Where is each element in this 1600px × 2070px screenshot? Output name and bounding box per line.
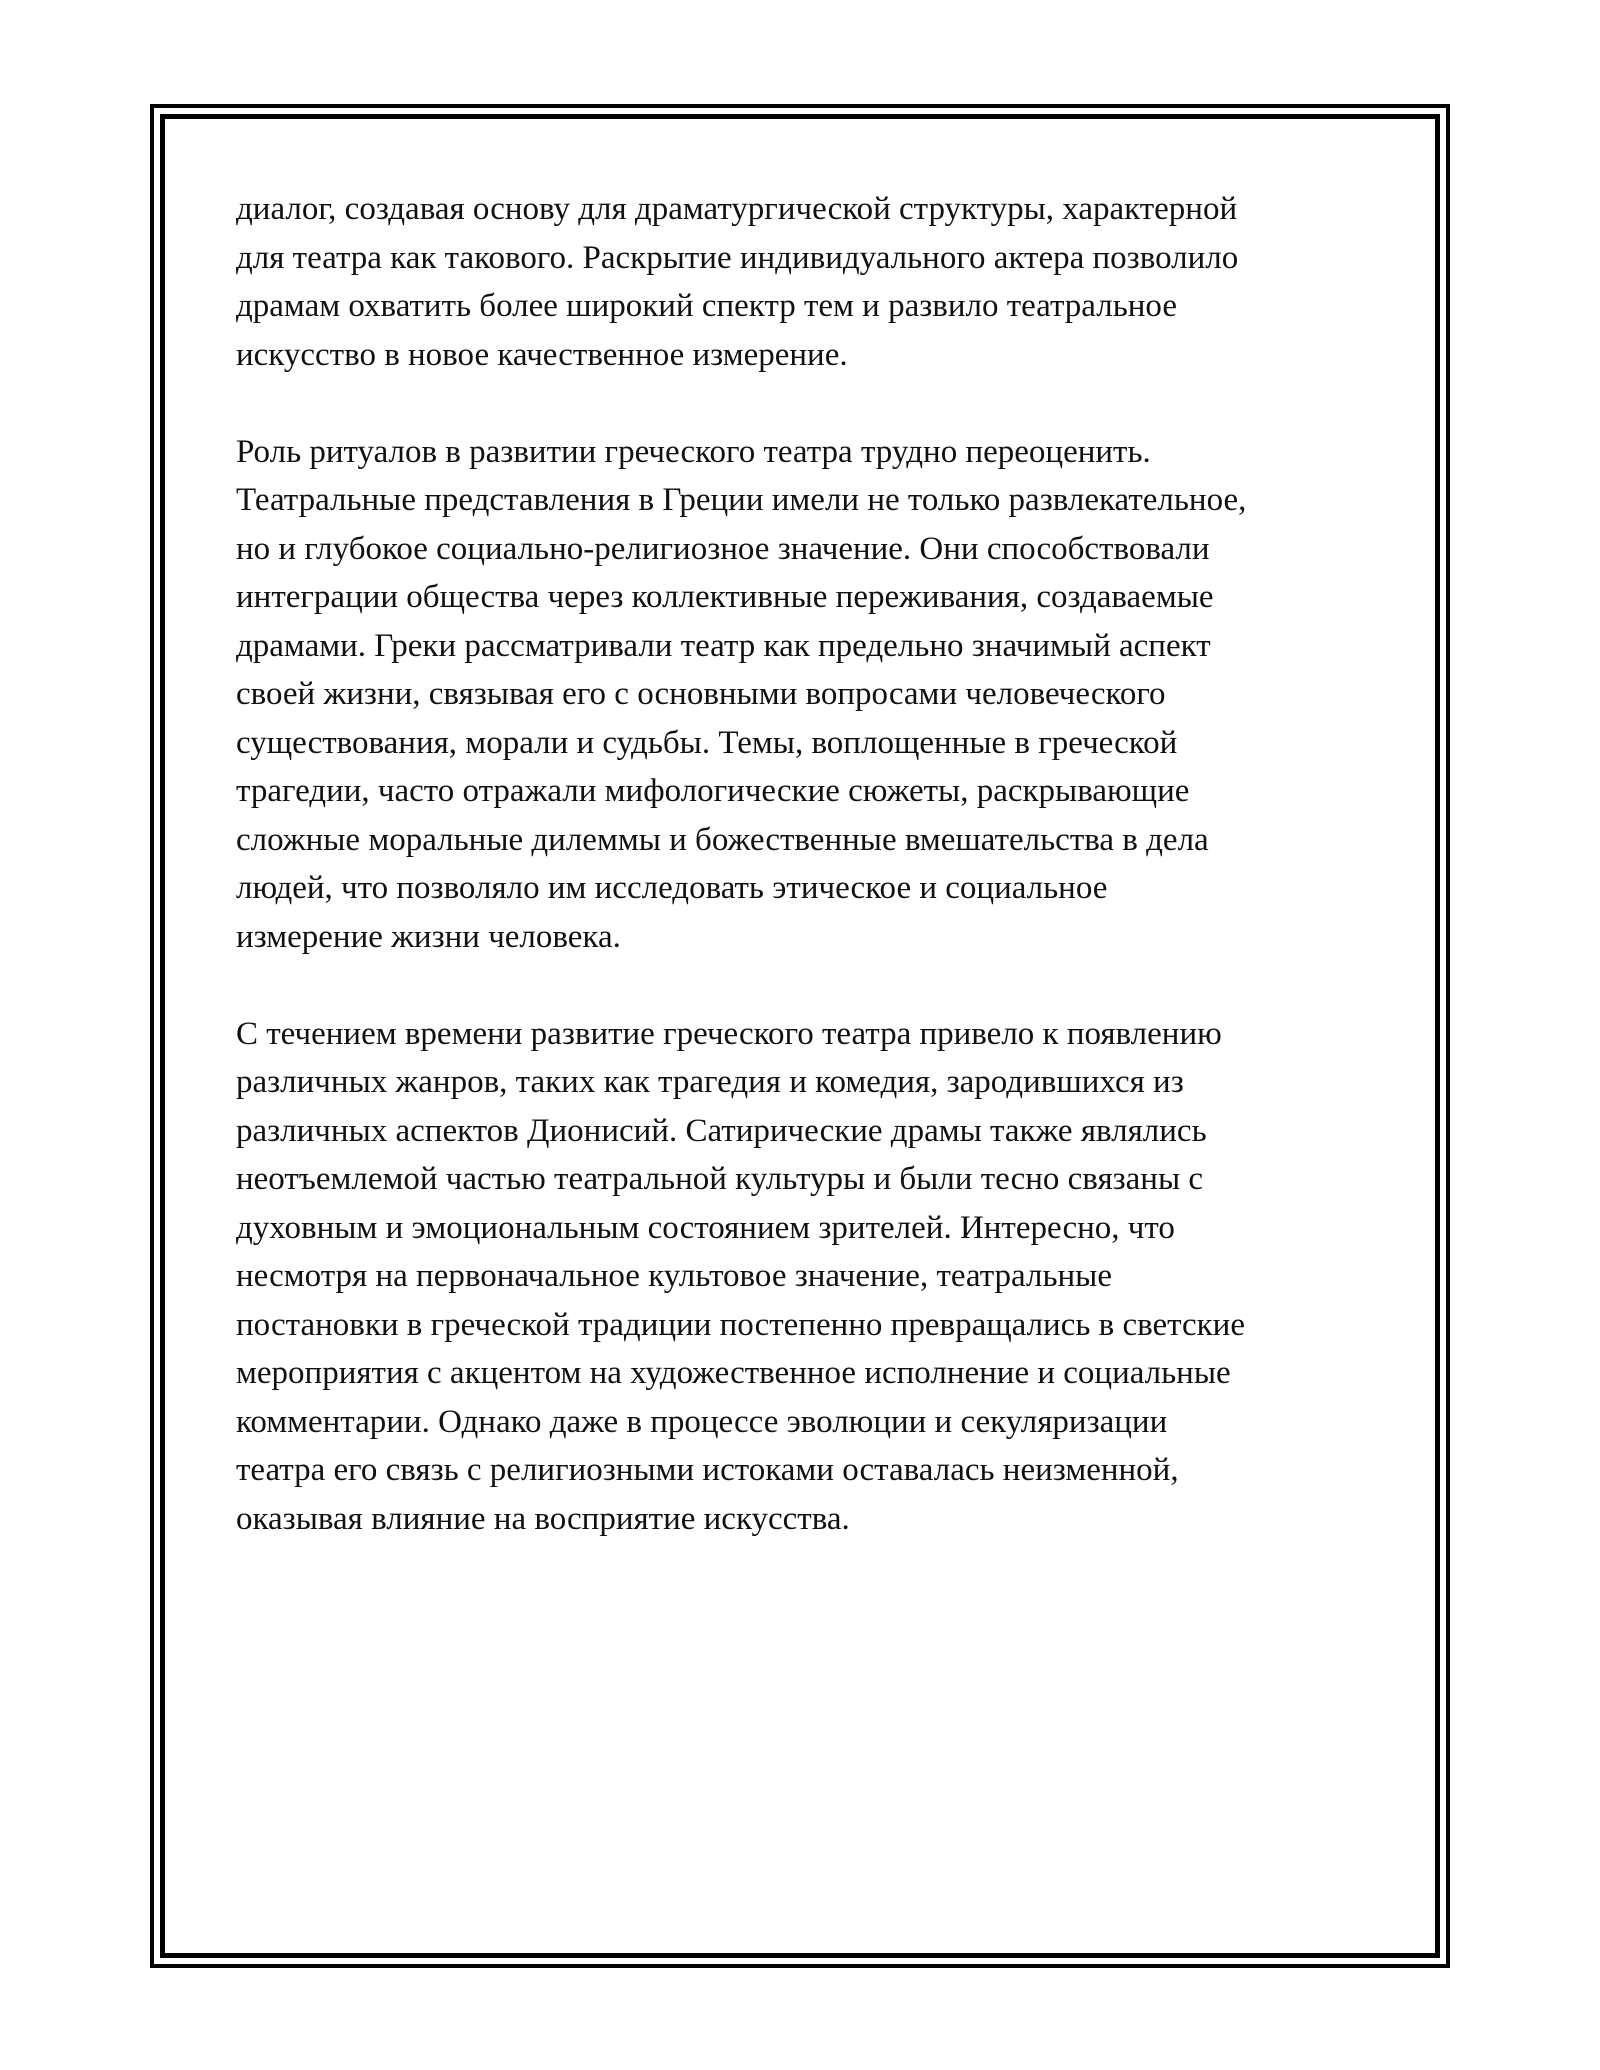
text-line: людей, что позволяло им исследовать этическое и социальное bbox=[236, 870, 1108, 906]
text-line: различных аспектов Дионисий. Сатирические драмы также являлись bbox=[236, 1112, 1207, 1149]
text-line: интеграции общества через коллективные переживания, создаваемые bbox=[236, 579, 1214, 615]
text-line: мероприятия с акцентом на художественное исполнение и социальные bbox=[236, 1355, 1231, 1391]
text-line: С течением времени развитие греческого театра привело к появлению bbox=[236, 1015, 1222, 1052]
paragraph-2 bbox=[236, 428, 1386, 962]
text-line: сложные моральные дилеммы и божественные вмешательства в дела bbox=[236, 821, 1209, 858]
text-line: измерение жизни человека. bbox=[236, 918, 621, 955]
text-line: трагедии, часто отражали мифологические сюжеты, раскрывающие bbox=[236, 773, 1190, 809]
text-line: для театра как такового. Раскрытие индивидуального актера позволило bbox=[236, 239, 1239, 276]
text-line: неотъемлемой частью театральной культуры и были тесно связаны с bbox=[236, 1161, 1204, 1197]
text-line: комментарии. Однако даже в процессе эволюции и секуляризации bbox=[236, 1403, 1168, 1440]
text-line: Роль ритуалов в развитии греческого театра трудно переоценить. bbox=[236, 433, 1151, 470]
text-line: Театральные представления в Греции имели не только развлекательное, bbox=[236, 482, 1247, 518]
text-line: диалог, создавая основу для драматургической структуры, характерной bbox=[236, 191, 1238, 227]
text-line: драмами. Греки рассматривали театр как предельно значимый аспект bbox=[236, 627, 1211, 664]
paragraph-1 bbox=[236, 185, 1386, 379]
text-line: постановки в греческой традиции постепенно превращались в светские bbox=[236, 1306, 1245, 1343]
text-line: духовным и эмоциональным состоянием зрителей. Интересно, что bbox=[236, 1209, 1175, 1246]
text-line: театра его связь с религиозными истоками оставалась неизменной, bbox=[236, 1452, 1179, 1488]
text-line: своей жизни, связывая его с основными вопросами человеческого bbox=[236, 676, 1166, 712]
text-line: драмам охватить более широкий спектр тем и развило театральное bbox=[236, 288, 1177, 324]
text-line: несмотря на первоначальное культовое значение, театральные bbox=[236, 1258, 1112, 1294]
text-line: оказывая влияние на восприятие искусства. bbox=[236, 1500, 850, 1537]
document-body bbox=[236, 185, 1386, 1592]
text-line: искусство в новое качественное измерение. bbox=[236, 336, 848, 373]
paragraph-3 bbox=[236, 1010, 1386, 1544]
text-line: но и глубокое социально-религиозное значение. Они способствовали bbox=[236, 530, 1210, 567]
text-line: различных жанров, таких как трагедия и комедия, зародившихся из bbox=[236, 1064, 1184, 1100]
text-line: существования, морали и судьбы. Темы, воплощенные в греческой bbox=[236, 724, 1178, 761]
